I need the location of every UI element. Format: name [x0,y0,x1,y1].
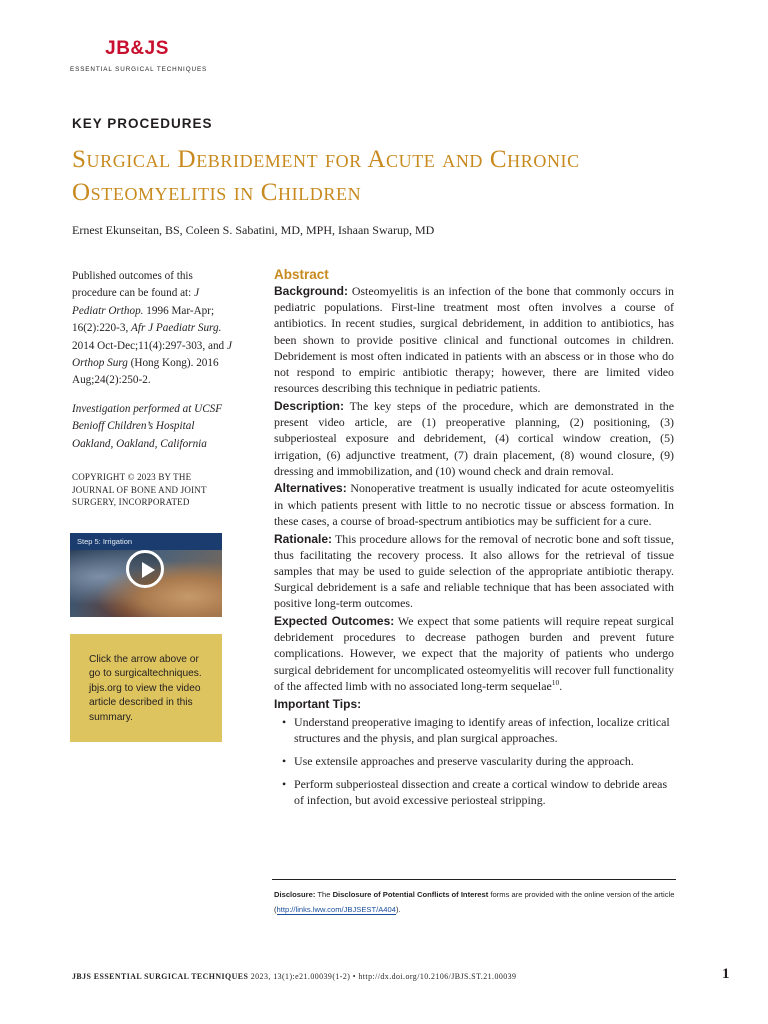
footer-citation: 2023, 13(1):e21.00039(1-2) • http://dx.doi.org/10.2106/JBJS.ST.21.00039 [250,972,517,981]
tip-text: Perform subperiosteal dissection and create a cortical window to debride areas of infection, but avoid excessive periosteal stripping. [294,777,668,808]
published-outcomes [72,268,232,390]
disclosure-note [274,887,679,917]
video-thumbnail[interactable] [70,533,222,617]
citation-details: 2014 Oct-Dec;11(4):297-303, and [72,339,225,352]
tip-text: Use extensile approaches and preserve vascularity during the approach. [294,753,634,768]
citation-journal: J Pediatr Orthop. [72,287,200,317]
video-step-label: Step 5: Irrigation [77,537,133,546]
description-paragraph [274,398,674,479]
background-paragraph [274,283,674,396]
citation-journal: Afr J Paediatr Surg. [131,322,222,335]
list-item [274,776,674,808]
disclosure-end: ). [395,905,401,914]
description-label: Description: [274,398,345,413]
published-intro: Published outcomes of this procedure can be found at: [72,270,193,300]
play-icon[interactable] [126,550,164,588]
journal-logo [70,38,210,73]
disclosure-link[interactable]: http://links.lww.com/JBJSEST/A404 [276,905,396,914]
list-item [274,753,674,769]
disclosure-emphasis: Disclosure of Potential Conflicts of Interest [332,890,489,899]
alternatives-paragraph [274,480,674,529]
alternatives-text: Nonoperative treatment is usually indicated for acute osteomyelitis in which patients present with little to no necrotic tissue or abscess formation. In these cases, a course of broad-spectrum antibiotics may be sufficient for a cure. [274,481,674,528]
outcomes-end: . [559,678,563,693]
list-item [274,714,674,746]
play-triangle [142,562,155,578]
section-label: KEY PROCEDURES [72,116,213,131]
background-label: Background: [274,284,349,298]
disclosure-label: Disclosure: [274,890,316,899]
outcomes-paragraph [274,613,674,694]
article-title: Surgical Debridement for Acute and Chronic Osteomyelitis in Children [72,146,580,206]
citation-journal: J Orthop Surg [72,339,232,370]
page-footer [72,972,516,981]
video-title-bar [70,533,222,550]
disclosure-text: forms are provided with the online version of the article ( [274,890,675,914]
author-list: Ernest Ekunseitan, BS, Coleen S. Sabatini, MD, MPH, Ishaan Swarup, MD [72,223,435,237]
abstract-heading: Abstract [274,267,329,282]
sidebar [72,268,232,509]
outcomes-text: We expect that some patients will require repeat surgical debridement procedures to decrease pathogen burden and prevent future complications. However, we expect that the majority of patients who undergo surgical debridement for uncomplicated osteomyelitis will recover full functionality of the affected limb with no associated long-term sequelae [274,614,674,693]
investigation-site: Investigation performed at UCSF Benioff Children’s Hospital Oakland, Oakland, California [72,402,223,450]
copyright-notice: COPYRIGHT © 2023 BY THE JOURNAL OF BONE AND JOINT SURGERY, INCORPORATED [72,472,207,508]
outcomes-label: Expected Outcomes: [274,614,395,629]
page-number: 1 [722,966,730,982]
rationale-text: This procedure allows for the removal of necrotic bone and soft tissue, thus facilitating the recovery process. It also allows for the retrieval of tissue samples that may be used to guide selection of the appropriate antibiotic therapy. Surgical debridement is a safe and reliable technique that has been associated with positive long-term outcomes. [274,531,674,611]
background-text: Osteomyelitis is an infection of the bone that commonly occurs in pediatric populations. First-line treatment most often involves a course of antibiotics. In recent studies, surgical debridement, in addition to antibiotics, has been shown to provide positive clinical and functional outcomes in children. Debridement is most often indicated in patients with an abscess or in those who do not respond to empiric antibiotic therapy; however, there are limited video resources describing this technique in pediatric patients. [274,284,674,396]
reference-superscript: 10 [551,677,560,687]
description-text: The key steps of the procedure, which are demonstrated in the present video article, are (1) preoperative planning, (2) positioning, (3) subperiosteal exposure and debridement, (4) cortical window creation, (5) irrigation, (6) adjunctive treatment, (7) drain placement, (8) wound closure, (9) dressing and immobilization, and (10) wound check and drain removal. [274,398,674,478]
logo-mark: JB&JS [105,38,169,59]
citation-details: 1996 Mar-Apr; 16(2):220-3, [72,304,215,335]
abstract [274,266,674,816]
video-instruction-box: Click the arrow above or go to surgicaltechniques. jbjs.org to view the video article described in this summary. [70,634,222,742]
alternatives-label: Alternatives: [274,481,347,496]
rationale-label: Rationale: [274,531,333,546]
logo-tagline: ESSENTIAL SURGICAL TECHNIQUES [70,66,208,73]
tips-list [274,714,674,809]
tips-heading: Important Tips: [274,696,362,711]
footer-journal: JBJS ESSENTIAL SURGICAL TECHNIQUES [72,972,249,981]
bullet-icon: • [282,777,287,792]
divider [272,879,676,880]
rationale-paragraph [274,531,674,612]
tip-text: Understand preoperative imaging to identify areas of infection, localize critical structures and the physis, and plan surgical approaches. [294,714,670,745]
bullet-icon: • [282,714,287,729]
citation-details: (Hong Kong). 2016 Aug;24(2):250-2. [72,357,219,387]
bullet-icon: • [282,753,287,768]
disclosure-text: The [317,890,331,899]
